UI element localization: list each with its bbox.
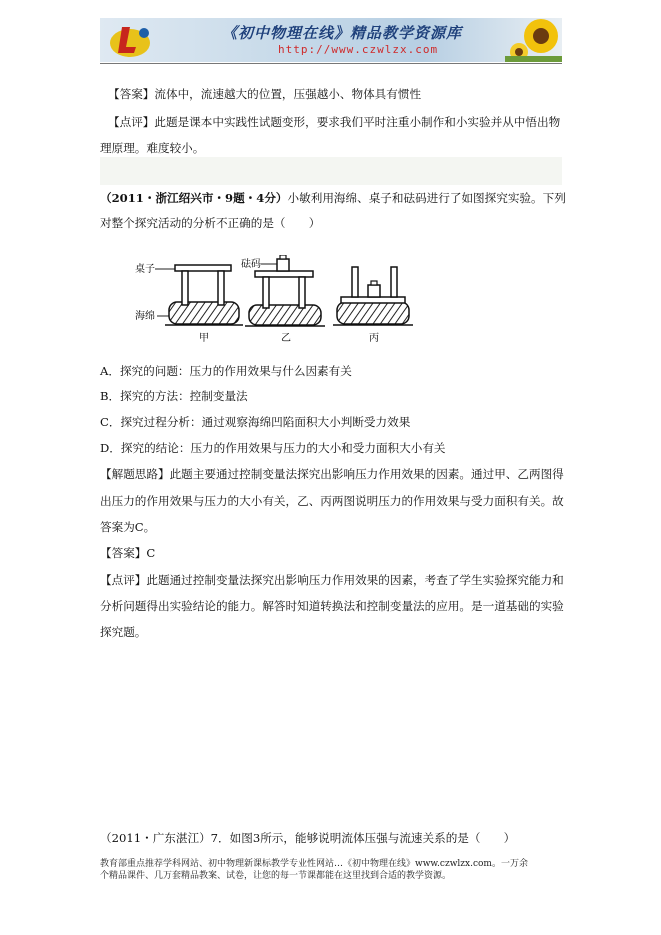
caption-a: 甲 [199,333,209,344]
label-sponge: 海绵 [135,311,155,322]
label-table: 桌子 [135,264,155,275]
footer-line-1: 教育部重点推荐学科网站、初中物理新课标教学专业性网站…《初中物理在线》www.czwlzx.com。一万余 [100,859,528,869]
label-weight: 砝码 [241,259,261,270]
header-banner [100,18,562,62]
solution-line-1: 【解题思路】此题主要通过控制变量法探究出影响压力作用效果的因素。通过甲、乙两图得 [100,467,564,481]
solution-comment-1: 【点评】此题通过控制变量法探究出影响压力作用效果的因素，考查了学生实验探究能力和 [100,573,564,587]
caption-b: 乙 [281,333,291,344]
solution-comment-2: 分析问题得出实验结论的能力。解答时知道转换法和控制变量法的应用。是一道基础的实验 [100,599,564,613]
option-b: B．探究的方法：控制变量法 [100,389,248,403]
page-footer [100,858,570,882]
site-logo-icon [108,21,160,59]
banner-title: 《初中物理在线》精品教学资源库 [222,24,463,42]
solution-line-2: 出压力的作用效果与压力的大小有关，乙、丙两图说明压力的作用效果与受力面积有关。故 [100,494,564,508]
question-text: 小敏利用海绵、桌子和砝码进行了如图探究实验。下列 [287,191,566,205]
comment-line-2: 理原理。难度较小。 [100,141,205,155]
setup-a [165,265,243,325]
option-a: A．探究的问题：压力的作用效果与什么因素有关 [100,364,352,378]
solution-comment-3: 探究题。 [100,625,147,639]
header-rule [100,63,562,64]
banner-url[interactable]: http://www.czwlzx.com [278,43,439,56]
section-divider [100,157,562,185]
solution-line-3: 答案为C。 [100,520,156,534]
option-c: C．探究过程分析：通过观察海绵凹陷面积大小判断受力效果 [100,415,411,429]
question-line-1 [100,191,566,205]
solution-answer: 【答案】C [100,546,156,560]
question-source: （2011・浙江绍兴市・9题・4分） [100,191,288,205]
sunflower-icon [505,18,562,62]
experiment-figure [135,255,420,345]
caption-c: 丙 [369,333,379,344]
question-line-2: 对整个探究活动的分析不正确的是（ ） [100,216,321,230]
footer-line-2: 个精品课件、几万套精品教案、试卷，让您的每一节课都能在这里找到合适的教学资源。 [100,871,452,881]
answer-line: 【答案】流体中，流速越大的位置，压强越小、物体具有惯性 [108,87,422,101]
comment-line-1: 【点评】此题是课本中实践性试题变形，要求我们平时注重小制作和小实验并从中悟出物 [108,115,561,129]
next-question: （2011・广东湛江）7．如图3所示，能够说明流体压强与流速关系的是（ ） [100,831,516,845]
option-d: D．探究的结论：压力的作用效果与压力的大小和受力面积大小有关 [100,441,446,455]
setup-c [333,267,413,325]
